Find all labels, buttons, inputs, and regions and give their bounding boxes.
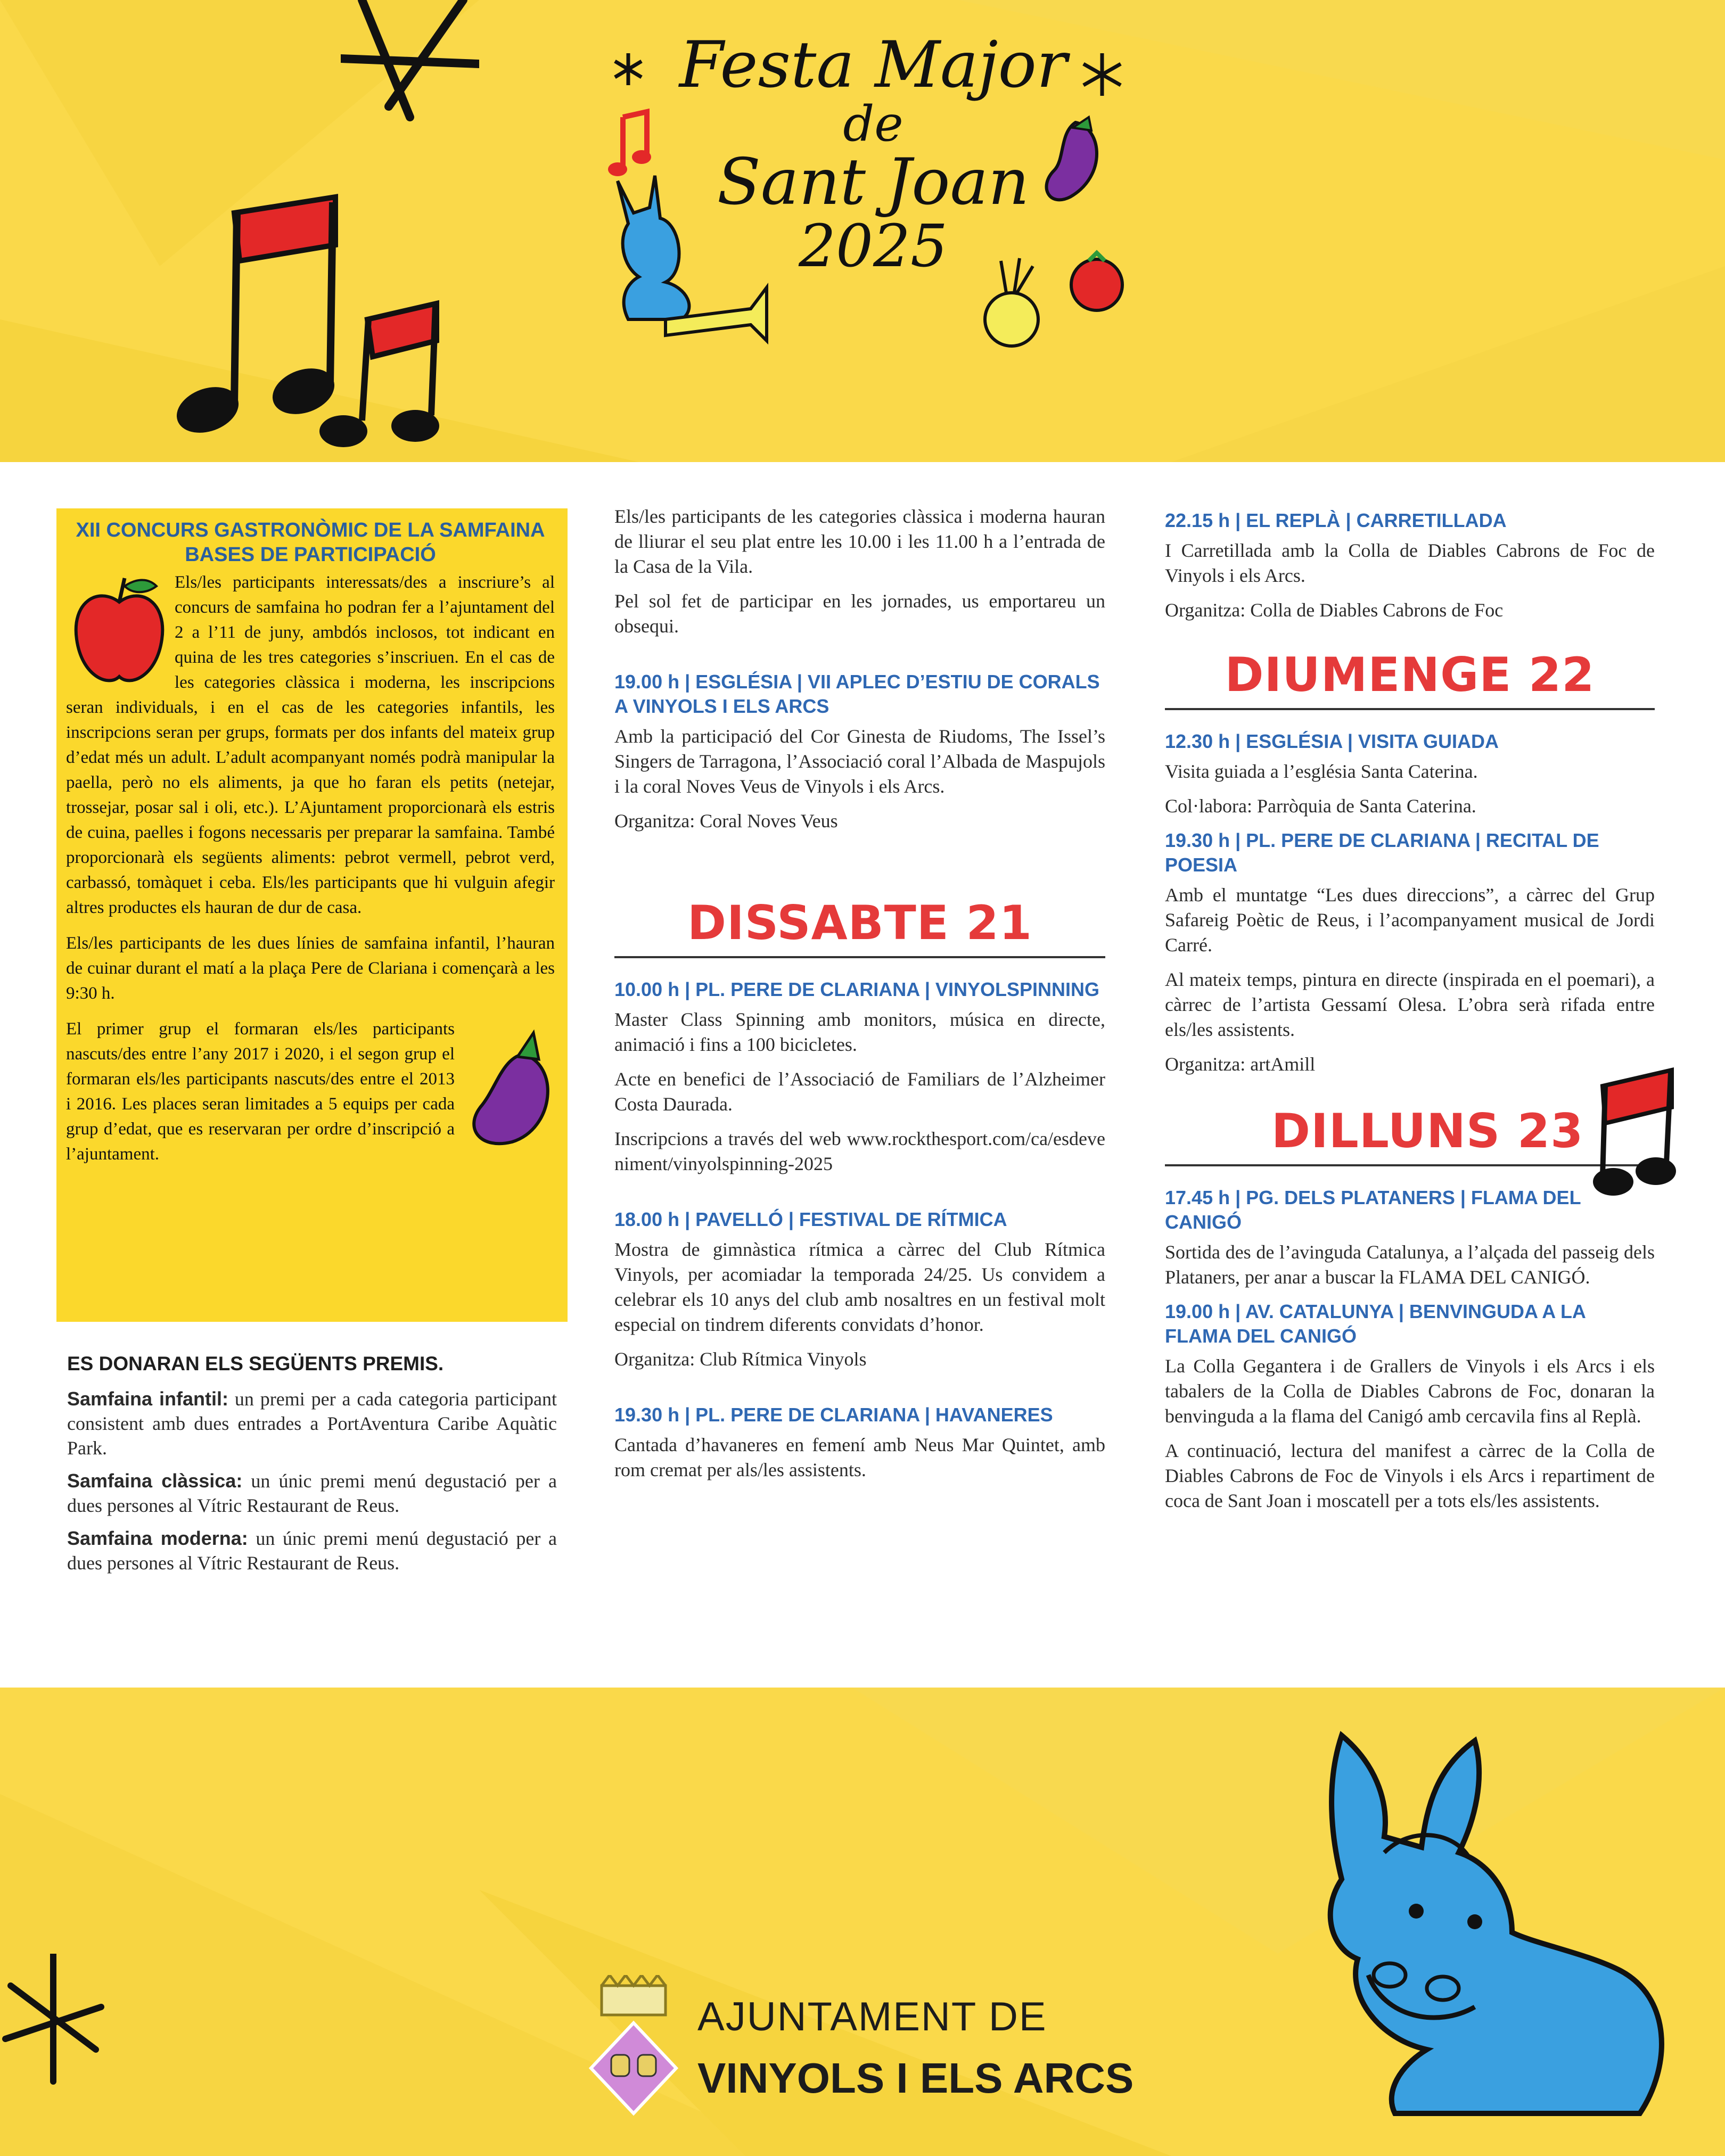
music-notes-icon xyxy=(149,181,447,458)
event-benvinguda-title: 19.00 h | AV. CATALUNYA | BENVINGUDA A LA FLAMA DEL CANIGÓ xyxy=(1165,1301,1586,1347)
prize-infantil-text: un premi per a cada categoria participant consistent amb dues entrades a PortAventura Caribe Aquàtic Park. xyxy=(67,1388,557,1459)
donkey-icon xyxy=(1299,1719,1693,2156)
music-note-icon xyxy=(1592,1065,1688,1203)
contest-paragraph-1: Els/les participants interessats/des a inscriure’s al concurs de samfaina ho podran fer a l’ajuntament del 2 a l’11 de juny, ambdós inclosos, tot indicant en quina de les tres categories s’inscriuen. En el cas de les categories clàssica i moderna, les inscripcions seran individuals, i en el cas de les categories infantils, les inscripcions seran per grups, formats per dos infants del mateix grup d’edat més un adult. L’adult acompanyant només podrà manipular la paella, però no els aliments, ja que ho faran els petits (netejar, trossejar, posar sal i oli, etc.). L’Ajuntament proporcionarà els estris de cuina, paelles i fogons necessaris per preparar la samfaina. També proporcionarà els següents aliments: pebrot vermell, pebrot verd, carbassó, tomàquet i ceba. Els/les participants que hi vulguin afegir altres productes els hauran de dur de casa. xyxy=(66,573,555,917)
day-heading-dissabte: DISSABTE 21 xyxy=(687,895,1032,950)
prize-moderna-text: un únic premi menú degustació per a dues persones al Vítric Restaurant de Reus. xyxy=(67,1528,557,1574)
title-line3: Sant Joan xyxy=(717,145,1030,219)
day-heading-dilluns: DILLUNS 23 xyxy=(1271,1104,1584,1158)
contest-title xyxy=(66,518,555,567)
contest-title-line1: XII CONCURS GASTRONÒMIC DE LA SAMFAINA xyxy=(76,519,545,541)
footer-line1: AJUNTAMENT DE xyxy=(697,1994,1047,2039)
coat-of-arms-icon xyxy=(586,1975,681,2119)
event-aplec-title: 19.00 h | ESGLÉSIA | VII APLEC D’ESTIU DE CORALS A VINYOLS I ELS ARCS xyxy=(614,671,1100,717)
event-visita-collab: Col·labora: Parròquia de Santa Caterina. xyxy=(1165,795,1476,817)
star-doodle-icon xyxy=(341,0,479,128)
event-havaneres-desc: Cantada d’havaneres en femení amb Neus Mar Quintet, amb rom cremat per als/les assistents. xyxy=(614,1434,1105,1480)
contest-paragraph-3: El primer grup el formaran els/les participants nascuts/des entre l’any 2017 i 2020, i el segon grup el formaran els/les participants nascuts/des entre el 2013 i 2016. Les places seran limitades a 5 equips per cada grup d’edat, que es reservaran per ordre d’inscripció a l’ajuntament. xyxy=(66,1019,455,1164)
contest-paragraph-2: Els/les participants de les dues línies de samfaina infantil, l’hauran de cuinar durant el matí a la plaça Pere de Clariana i començarà a les 9:30 h. xyxy=(66,934,555,1003)
event-carretillada-title: 22.15 h | EL REPLÀ | CARRETILLADA xyxy=(1165,509,1507,531)
event-poesia-org: Organitza: artAmill xyxy=(1165,1054,1316,1075)
column-left xyxy=(56,508,568,1584)
day-heading-diumenge: DIUMENGE 22 xyxy=(1225,647,1595,702)
prize-classica xyxy=(67,1469,557,1518)
event-poesia-title: 19.30 h | PL. PERE DE CLARIANA | RECITAL DE POESIA xyxy=(1165,829,1599,876)
event-spinning-title: 10.00 h | PL. PERE DE CLARIANA | VINYOLSPINNING xyxy=(614,978,1099,1000)
footer-line2: VINYOLS I ELS ARCS xyxy=(697,2054,1134,2102)
divider xyxy=(1165,1164,1655,1166)
event-spinning-signup: Inscripcions a través del web www.rockthesport.com/ca/esdeveniment/vinyolspinning-2025 xyxy=(614,1128,1105,1174)
event-aplec-org: Organitza: Coral Noves Veus xyxy=(614,810,838,832)
festival-title xyxy=(666,28,1081,280)
gift-paragraph: Pel sol fet de participar en les jornades, us emportareu un obsequi. xyxy=(614,590,1105,637)
title-year: 2025 xyxy=(799,212,948,280)
prize-infantil-label: Samfaina infantil: xyxy=(67,1388,228,1410)
prize-infantil xyxy=(67,1387,557,1460)
column-middle xyxy=(614,508,1105,1492)
event-visita-title: 12.30 h | ESGLÉSIA | VISITA GUIADA xyxy=(1165,730,1499,752)
star-doodle-icon xyxy=(0,1954,106,2092)
event-carretillada-desc: I Carretillada amb la Colla de Diables Cabrons de Foc de Vinyols i els Arcs. xyxy=(1165,540,1655,586)
event-flama-desc: Sortida des de l’avinguda Catalunya, a l’alçada del passeig dels Plataners, per anar a buscar la FLAMA DEL CANIGÓ. xyxy=(1165,1241,1655,1288)
event-ritmica-desc: Mostra de gimnàstica rítmica a càrrec del Club Rítmica Vinyols, per acomiadar la temporada 24/25. Us convidem a celebrar els 10 anys del club amb nosaltres en un festival molt especial on tindrem diferents convidats d’honor. xyxy=(614,1239,1105,1335)
event-ritmica-org: Organitza: Club Rítmica Vinyols xyxy=(614,1348,867,1370)
event-benvinguda-manifest: A continuació, lectura del manifest a càrrec de la Colla de Diables Cabrons de Foc de Vinyols i els Arcs i repartiment de coca de Sant Joan i moscatell per a tots els/les assistents. xyxy=(1165,1440,1655,1511)
divider xyxy=(1165,708,1655,710)
event-spinning-benefit: Acte en benefici de l’Associació de Familiars de l’Alzheimer Costa Daurada. xyxy=(614,1068,1105,1115)
prize-classica-text: un únic premi menú degustació per a dues persones al Vítric Restaurant de Reus. xyxy=(67,1470,557,1516)
prizes-section xyxy=(56,1322,568,1575)
prize-moderna xyxy=(67,1526,557,1575)
event-spinning-desc: Master Class Spinning amb monitors, música en directe, animació i fins a 100 bicicletes. xyxy=(614,1009,1105,1055)
column-right xyxy=(1165,508,1655,1523)
event-carretillada-org: Organitza: Colla de Diables Cabrons de Foc xyxy=(1165,599,1504,621)
event-flama-title: 17.45 h | PG. DELS PLATANERS | FLAMA DEL CANIGÓ xyxy=(1165,1187,1581,1233)
delivery-paragraph: Els/les participants de les categories clàssica i moderna hauran de lliurar el seu plat entre les 10.00 i les 11.00 h a l’entrada de la Casa de la Vila. xyxy=(614,506,1105,577)
prizes-heading: ES DONARAN ELS SEGÜENTS PREMIS. xyxy=(67,1353,444,1375)
event-poesia-desc: Amb el muntatge “Les dues direccions”, a càrrec del Grup Safareig Poètic de Reus, i l’acompanyament musical de Jordi Carré. xyxy=(1165,884,1655,956)
samfaina-contest-box xyxy=(56,508,568,1322)
apple-icon xyxy=(66,570,172,693)
event-aplec-desc: Amb la participació del Cor Ginesta de Riudoms, The Issel’s Singers de Tarragona, l’Associació coral l’Albada de Maspujols i la coral Noves Veus de Vinyols i els Arcs. xyxy=(614,726,1105,797)
header-band xyxy=(0,0,1725,462)
prize-moderna-label: Samfaina moderna: xyxy=(67,1527,248,1549)
event-havaneres-title: 19.30 h | PL. PERE DE CLARIANA | HAVANERES xyxy=(614,1404,1053,1426)
eggplant-icon xyxy=(459,1022,560,1150)
prize-classica-label: Samfaina clàssica: xyxy=(67,1470,243,1492)
title-line2: de xyxy=(843,95,903,152)
festival-logo xyxy=(607,21,1139,362)
event-visita-desc: Visita guiada a l’església Santa Caterina. xyxy=(1165,761,1478,782)
title-line1: Festa Major xyxy=(679,28,1067,102)
contest-title-line2: BASES DE PARTICIPACIÓ xyxy=(185,544,436,566)
event-ritmica-title: 18.00 h | PAVELLÓ | FESTIVAL DE RÍTMICA xyxy=(614,1208,1007,1230)
event-benvinguda-desc: La Colla Gegantera i de Grallers de Vinyols i els Arcs i els tabalers de la Colla de Diables Cabrons de Foc, donaran la benvinguda a la flama del Canigó amb cercavila fins al Replà. xyxy=(1165,1355,1655,1427)
event-poesia-painting: Al mateix temps, pintura en directe (inspirada en el poemari), a càrrec de l’artista Gessamí Olesa. L’obra serà rifada entre els/les assistents. xyxy=(1165,969,1655,1040)
divider xyxy=(614,956,1105,958)
